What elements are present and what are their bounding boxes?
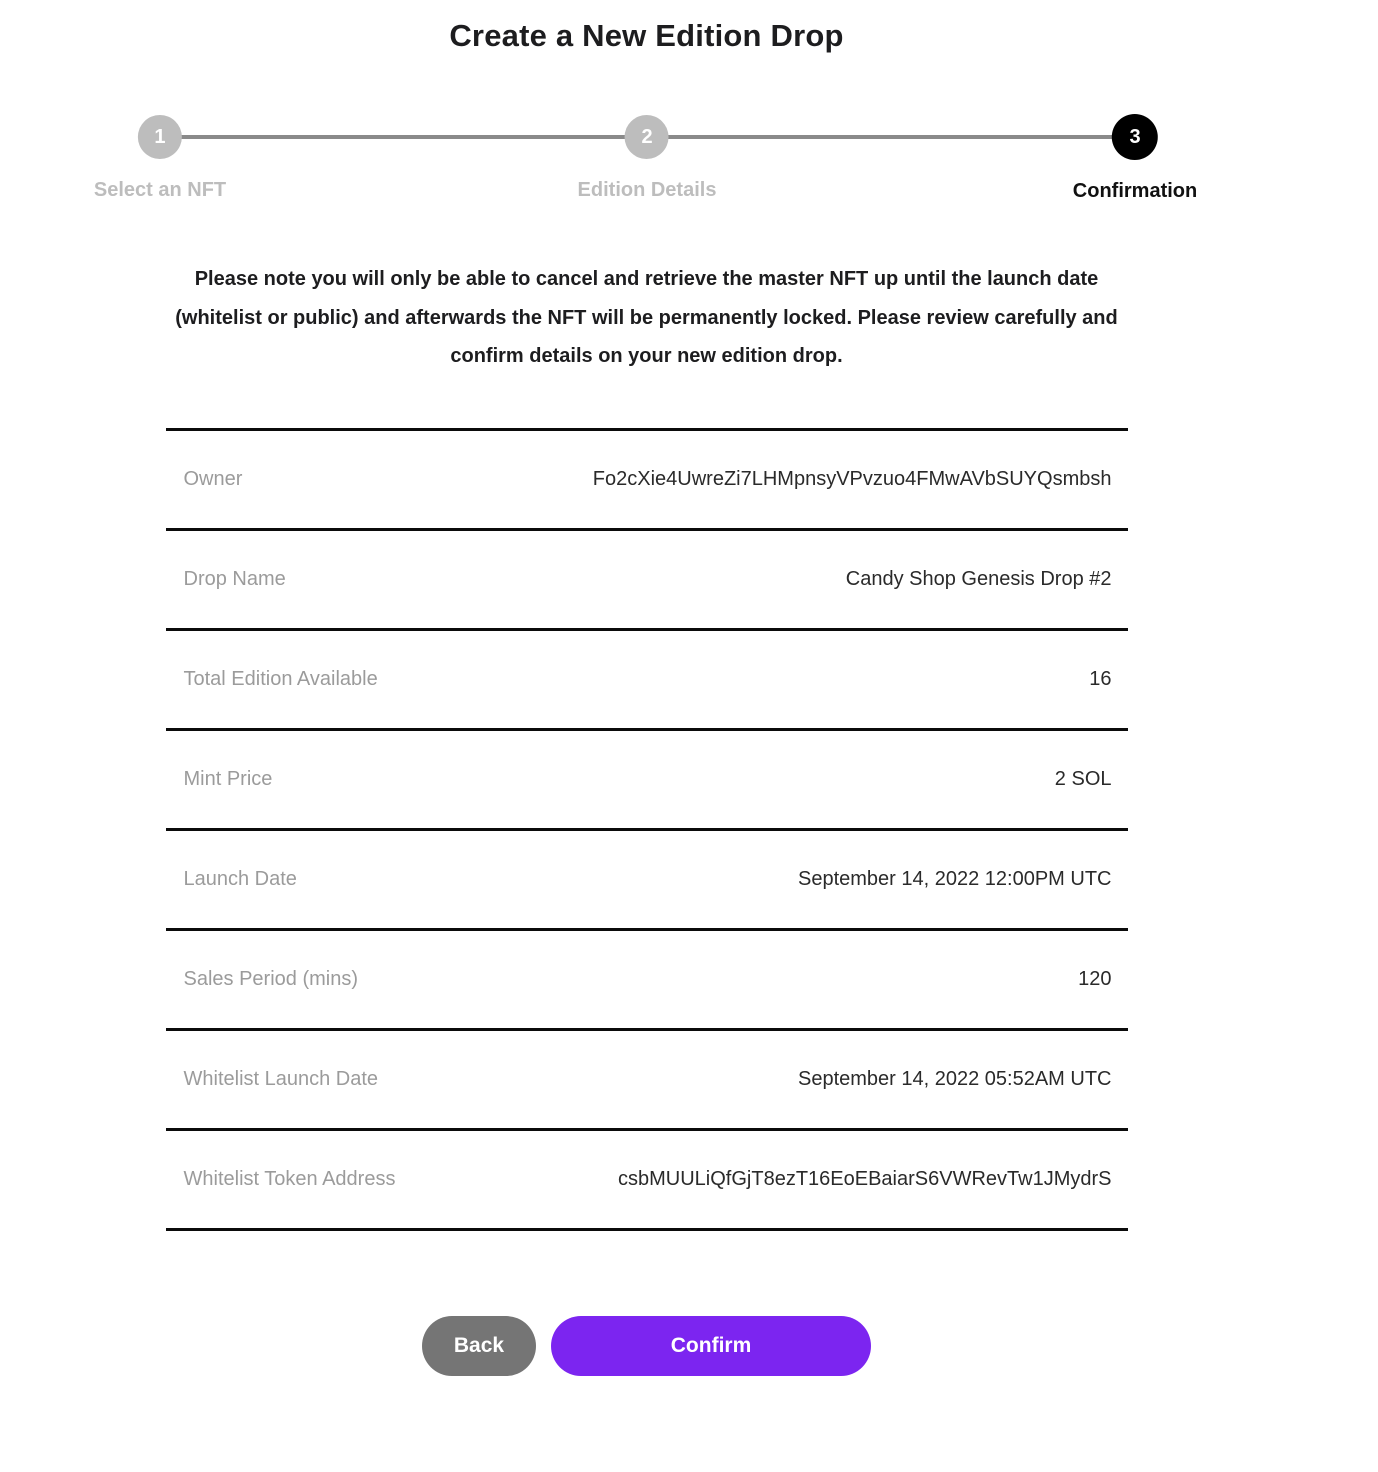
step-1-label: Select an NFT — [93, 179, 227, 201]
table-row-launch-date — [166, 829, 1128, 929]
row-value: csbMUULiQfGjT8ezT16EoEBaiarS6VWRevTw1JMydrS — [618, 1167, 1112, 1190]
table-row-owner — [166, 429, 1128, 529]
row-label: Owner — [183, 467, 243, 490]
step-3-label: Confirmation — [1072, 180, 1198, 202]
stepper — [0, 115, 1293, 211]
step-confirmation — [1073, 115, 1197, 203]
row-label: Mint Price — [183, 767, 273, 790]
table-row-mint-price — [166, 729, 1128, 829]
table-row-sales-period — [166, 929, 1128, 1029]
row-label: Total Edition Available — [183, 667, 378, 690]
step-2-label: Edition Details — [577, 179, 717, 201]
step-1-circle: 1 — [138, 115, 182, 159]
table-row-total-edition-available — [166, 629, 1128, 729]
step-2-circle: 2 — [625, 115, 669, 159]
page-title: Create a New Edition Drop — [449, 18, 844, 53]
row-value: September 14, 2022 12:00PM UTC — [797, 867, 1112, 890]
table-row-drop-name — [166, 529, 1128, 629]
row-value: 120 — [1078, 967, 1112, 990]
row-value: Fo2cXie4UwreZi7LHMpnsyVPvzuo4FMwAVbSUYQsmbsh — [592, 467, 1112, 490]
row-label: Whitelist Token Address — [183, 1167, 396, 1190]
wizard-actions — [0, 1316, 1293, 1376]
row-label: Sales Period (mins) — [183, 967, 359, 990]
step-3-circle: 3 — [1112, 114, 1158, 160]
create-edition-drop-wizard — [0, 14, 1293, 1472]
table-row-whitelist-launch-date — [166, 1029, 1128, 1129]
drop-details-table — [166, 428, 1128, 1231]
row-value: 16 — [1089, 667, 1112, 690]
row-value: September 14, 2022 05:52AM UTC — [797, 1067, 1112, 1090]
row-label: Whitelist Launch Date — [183, 1067, 379, 1090]
row-value: Candy Shop Genesis Drop #2 — [845, 567, 1112, 590]
cancel-policy-notice: Please note you will only be able to cancel and retrieve the master NFT up until the launch date (whitelist or public) and afterwards the NFT will be permanently locked. Please review carefully and confirm details on your new edition drop. — [175, 268, 1118, 367]
step-edition-details — [578, 115, 717, 202]
row-label: Launch Date — [183, 867, 297, 890]
step-select-an-nft — [94, 115, 226, 202]
row-value: 2 SOL — [1054, 767, 1112, 790]
row-label: Drop Name — [183, 567, 286, 590]
table-row-whitelist-token-address — [166, 1129, 1128, 1229]
confirm-button[interactable]: Confirm — [551, 1316, 871, 1376]
back-button[interactable]: Back — [422, 1316, 536, 1376]
